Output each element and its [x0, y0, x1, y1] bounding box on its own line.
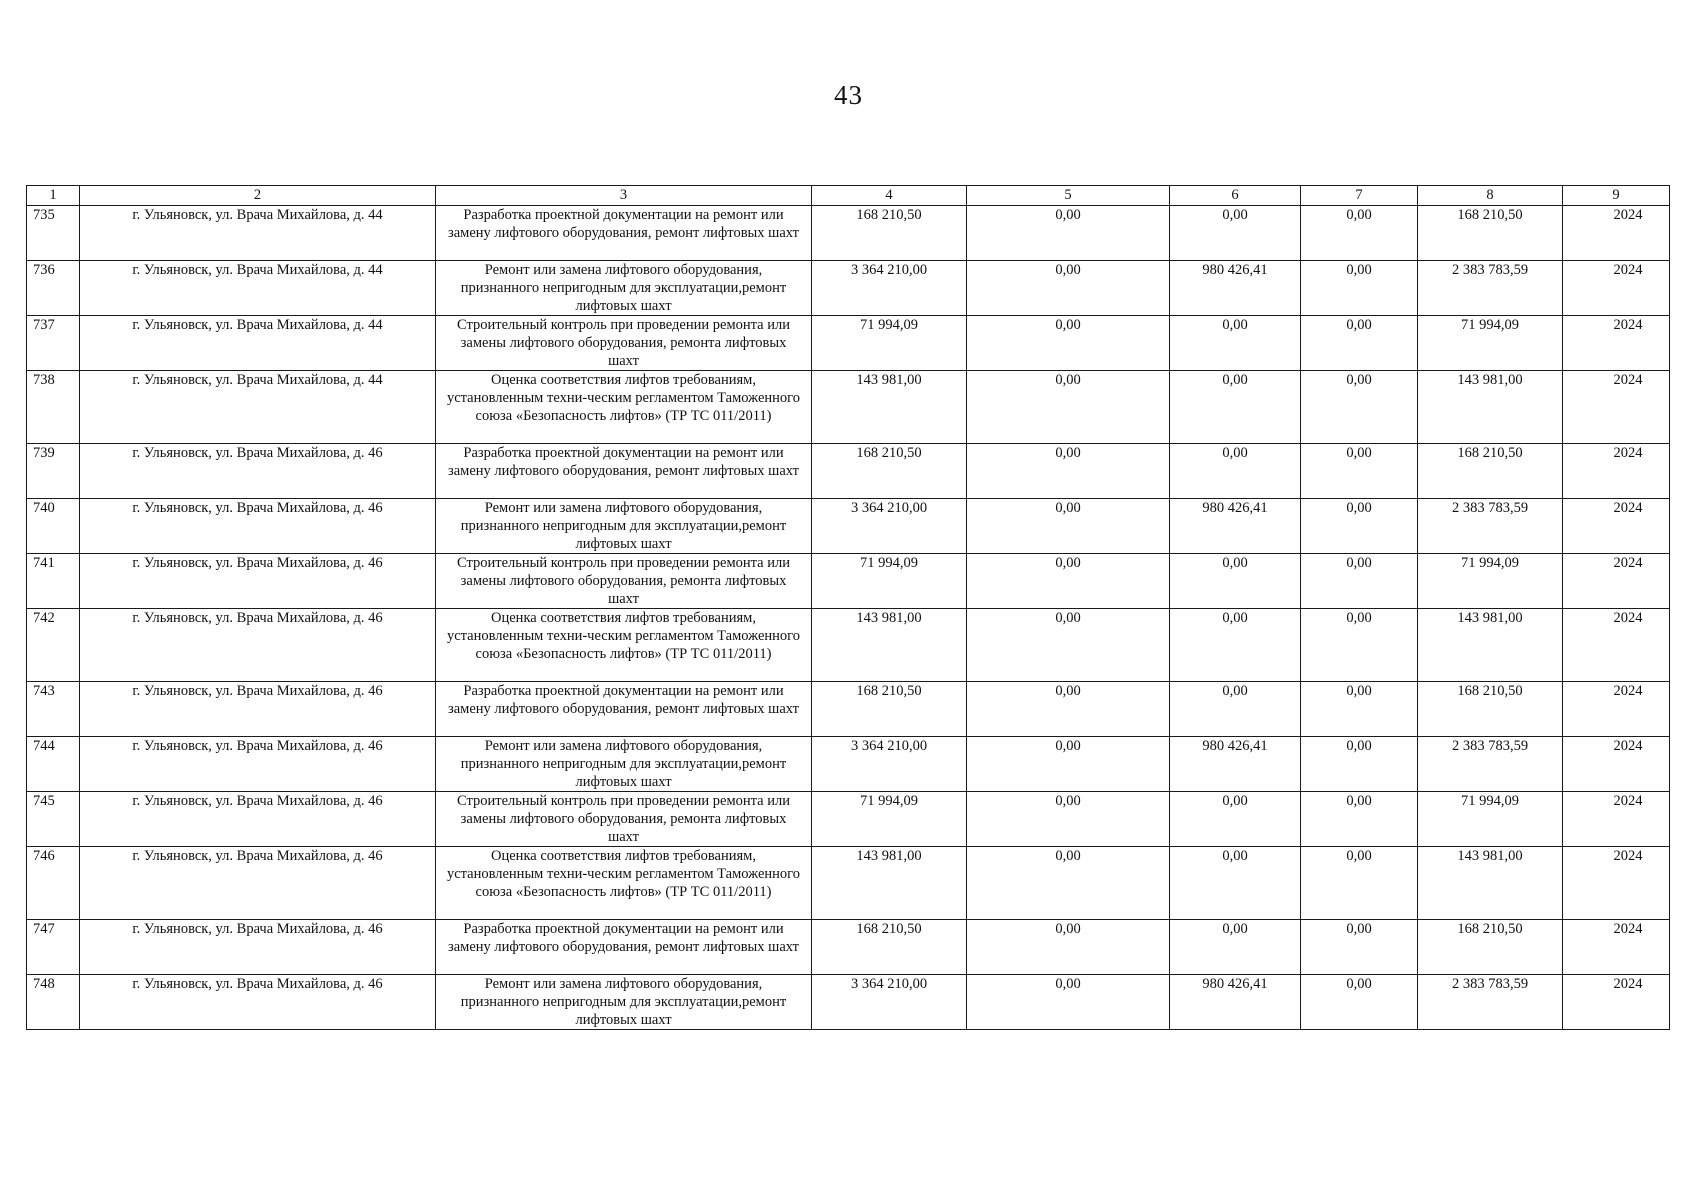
- column-number: 2: [80, 186, 436, 206]
- column-7-value: 0,00: [1301, 316, 1418, 371]
- work-description-cell: Ремонт или замена лифтового оборудования, признанного непригодным для эксплуатации,ремонт лифтовых шахт: [436, 975, 812, 1030]
- column-7-value: 0,00: [1301, 554, 1418, 609]
- column-8-value: 2 383 783,59: [1418, 261, 1563, 316]
- column-8-value: 168 210,50: [1418, 444, 1563, 499]
- column-4-value: 168 210,50: [812, 206, 967, 261]
- column-8-value: 71 994,09: [1418, 792, 1563, 847]
- year-cell: 2024: [1563, 792, 1670, 847]
- column-6-value: 0,00: [1170, 371, 1301, 444]
- year-cell: 2024: [1563, 371, 1670, 444]
- address-cell: г. Ульяновск, ул. Врача Михайлова, д. 46: [80, 499, 436, 554]
- column-5-value: 0,00: [967, 792, 1170, 847]
- column-8-value: 71 994,09: [1418, 316, 1563, 371]
- column-8-value: 143 981,00: [1418, 609, 1563, 682]
- work-description-cell: Разработка проектной документации на ремонт или замену лифтового оборудования, ремонт лифтовых шахт: [436, 920, 812, 975]
- table-row: [27, 554, 1670, 609]
- column-7-value: 0,00: [1301, 609, 1418, 682]
- address-cell: г. Ульяновск, ул. Врача Михайлова, д. 46: [80, 737, 436, 792]
- column-number: 4: [812, 186, 967, 206]
- address-cell: г. Ульяновск, ул. Врача Михайлова, д. 46: [80, 975, 436, 1030]
- work-description-cell: Оценка соответствия лифтов требованиям, установленным техни-ческим регламентом Таможенного союза «Безопасность лифтов» (ТР ТС 011/2011): [436, 609, 812, 682]
- table-row: [27, 737, 1670, 792]
- row-number: 736: [27, 261, 80, 316]
- column-8-value: 2 383 783,59: [1418, 975, 1563, 1030]
- column-5-value: 0,00: [967, 371, 1170, 444]
- column-7-value: 0,00: [1301, 975, 1418, 1030]
- column-5-value: 0,00: [967, 920, 1170, 975]
- column-number: 5: [967, 186, 1170, 206]
- column-5-value: 0,00: [967, 554, 1170, 609]
- column-4-value: 3 364 210,00: [812, 975, 967, 1030]
- column-4-value: 71 994,09: [812, 554, 967, 609]
- column-8-value: 168 210,50: [1418, 920, 1563, 975]
- column-8-value: 143 981,00: [1418, 847, 1563, 920]
- work-description-cell: Ремонт или замена лифтового оборудования, признанного непригодным для эксплуатации,ремонт лифтовых шахт: [436, 737, 812, 792]
- work-description-cell: Строительный контроль при проведении ремонта или замены лифтового оборудования, ремонта лифтовых шахт: [436, 792, 812, 847]
- column-8-value: 168 210,50: [1418, 682, 1563, 737]
- address-cell: г. Ульяновск, ул. Врача Михайлова, д. 46: [80, 444, 436, 499]
- column-5-value: 0,00: [967, 444, 1170, 499]
- column-number: 8: [1418, 186, 1563, 206]
- column-4-value: 143 981,00: [812, 609, 967, 682]
- address-cell: г. Ульяновск, ул. Врача Михайлова, д. 46: [80, 792, 436, 847]
- work-description-cell: Разработка проектной документации на ремонт или замену лифтового оборудования, ремонт лифтовых шахт: [436, 444, 812, 499]
- table-row: [27, 920, 1670, 975]
- year-cell: 2024: [1563, 499, 1670, 554]
- year-cell: 2024: [1563, 554, 1670, 609]
- table-row: [27, 682, 1670, 737]
- works-table: [26, 185, 1670, 1030]
- address-cell: г. Ульяновск, ул. Врача Михайлова, д. 46: [80, 920, 436, 975]
- column-7-value: 0,00: [1301, 847, 1418, 920]
- address-cell: г. Ульяновск, ул. Врача Михайлова, д. 44: [80, 261, 436, 316]
- work-description-cell: Оценка соответствия лифтов требованиям, установленным техни-ческим регламентом Таможенного союза «Безопасность лифтов» (ТР ТС 011/2011): [436, 371, 812, 444]
- column-6-value: 0,00: [1170, 682, 1301, 737]
- column-8-value: 168 210,50: [1418, 206, 1563, 261]
- table-row: [27, 499, 1670, 554]
- column-4-value: 168 210,50: [812, 444, 967, 499]
- row-number: 735: [27, 206, 80, 261]
- column-4-value: 71 994,09: [812, 792, 967, 847]
- table-row: [27, 609, 1670, 682]
- column-number-row: [27, 186, 1670, 206]
- year-cell: 2024: [1563, 682, 1670, 737]
- column-7-value: 0,00: [1301, 206, 1418, 261]
- column-7-value: 0,00: [1301, 261, 1418, 316]
- column-8-value: 2 383 783,59: [1418, 499, 1563, 554]
- column-7-value: 0,00: [1301, 682, 1418, 737]
- row-number: 742: [27, 609, 80, 682]
- row-number: 740: [27, 499, 80, 554]
- column-5-value: 0,00: [967, 609, 1170, 682]
- column-6-value: 0,00: [1170, 609, 1301, 682]
- row-number: 741: [27, 554, 80, 609]
- column-4-value: 3 364 210,00: [812, 261, 967, 316]
- address-cell: г. Ульяновск, ул. Врача Михайлова, д. 44: [80, 206, 436, 261]
- column-5-value: 0,00: [967, 847, 1170, 920]
- row-number: 745: [27, 792, 80, 847]
- column-7-value: 0,00: [1301, 920, 1418, 975]
- column-8-value: 143 981,00: [1418, 371, 1563, 444]
- column-5-value: 0,00: [967, 261, 1170, 316]
- table-row: [27, 444, 1670, 499]
- row-number: 746: [27, 847, 80, 920]
- column-6-value: 980 426,41: [1170, 261, 1301, 316]
- column-4-value: 143 981,00: [812, 371, 967, 444]
- column-5-value: 0,00: [967, 975, 1170, 1030]
- row-number: 737: [27, 316, 80, 371]
- work-description-cell: Строительный контроль при проведении ремонта или замены лифтового оборудования, ремонта лифтовых шахт: [436, 554, 812, 609]
- address-cell: г. Ульяновск, ул. Врача Михайлова, д. 46: [80, 609, 436, 682]
- row-number: 739: [27, 444, 80, 499]
- work-description-cell: Разработка проектной документации на ремонт или замену лифтового оборудования, ремонт лифтовых шахт: [436, 682, 812, 737]
- column-number: 1: [27, 186, 80, 206]
- work-description-cell: Разработка проектной документации на ремонт или замену лифтового оборудования, ремонт лифтовых шахт: [436, 206, 812, 261]
- column-4-value: 3 364 210,00: [812, 499, 967, 554]
- table-row: [27, 261, 1670, 316]
- year-cell: 2024: [1563, 920, 1670, 975]
- column-6-value: 0,00: [1170, 792, 1301, 847]
- column-6-value: 980 426,41: [1170, 975, 1301, 1030]
- year-cell: 2024: [1563, 316, 1670, 371]
- column-7-value: 0,00: [1301, 792, 1418, 847]
- address-cell: г. Ульяновск, ул. Врача Михайлова, д. 44: [80, 371, 436, 444]
- column-number: 7: [1301, 186, 1418, 206]
- column-5-value: 0,00: [967, 682, 1170, 737]
- column-7-value: 0,00: [1301, 444, 1418, 499]
- page-number: 43: [834, 80, 863, 110]
- column-6-value: 0,00: [1170, 206, 1301, 261]
- work-description-cell: Ремонт или замена лифтового оборудования, признанного непригодным для эксплуатации,ремонт лифтовых шахт: [436, 499, 812, 554]
- year-cell: 2024: [1563, 206, 1670, 261]
- year-cell: 2024: [1563, 444, 1670, 499]
- column-4-value: 168 210,50: [812, 920, 967, 975]
- column-5-value: 0,00: [967, 206, 1170, 261]
- column-number: 3: [436, 186, 812, 206]
- row-number: 748: [27, 975, 80, 1030]
- column-8-value: 2 383 783,59: [1418, 737, 1563, 792]
- row-number: 744: [27, 737, 80, 792]
- table-row: [27, 316, 1670, 371]
- column-7-value: 0,00: [1301, 499, 1418, 554]
- row-number: 738: [27, 371, 80, 444]
- work-description-cell: Ремонт или замена лифтового оборудования, признанного непригодным для эксплуатации,ремонт лифтовых шахт: [436, 261, 812, 316]
- year-cell: 2024: [1563, 261, 1670, 316]
- column-5-value: 0,00: [967, 737, 1170, 792]
- address-cell: г. Ульяновск, ул. Врача Михайлова, д. 46: [80, 847, 436, 920]
- table-row: [27, 792, 1670, 847]
- work-description-cell: Оценка соответствия лифтов требованиям, установленным техни-ческим регламентом Таможенного союза «Безопасность лифтов» (ТР ТС 011/2011): [436, 847, 812, 920]
- row-number: 747: [27, 920, 80, 975]
- work-description-cell: Строительный контроль при проведении ремонта или замены лифтового оборудования, ремонта лифтовых шахт: [436, 316, 812, 371]
- address-cell: г. Ульяновск, ул. Врача Михайлова, д. 44: [80, 316, 436, 371]
- column-number: 6: [1170, 186, 1301, 206]
- column-4-value: 71 994,09: [812, 316, 967, 371]
- row-number: 743: [27, 682, 80, 737]
- column-6-value: 980 426,41: [1170, 737, 1301, 792]
- column-4-value: 168 210,50: [812, 682, 967, 737]
- column-7-value: 0,00: [1301, 737, 1418, 792]
- column-number: 9: [1563, 186, 1670, 206]
- column-4-value: 143 981,00: [812, 847, 967, 920]
- address-cell: г. Ульяновск, ул. Врача Михайлова, д. 46: [80, 554, 436, 609]
- year-cell: 2024: [1563, 609, 1670, 682]
- column-5-value: 0,00: [967, 316, 1170, 371]
- column-6-value: 0,00: [1170, 920, 1301, 975]
- year-cell: 2024: [1563, 737, 1670, 792]
- column-7-value: 0,00: [1301, 371, 1418, 444]
- column-6-value: 0,00: [1170, 316, 1301, 371]
- table-row: [27, 847, 1670, 920]
- address-cell: г. Ульяновск, ул. Врача Михайлова, д. 46: [80, 682, 436, 737]
- table-row: [27, 975, 1670, 1030]
- table-row: [27, 371, 1670, 444]
- column-6-value: 0,00: [1170, 444, 1301, 499]
- table-row: [27, 206, 1670, 261]
- column-5-value: 0,00: [967, 499, 1170, 554]
- year-cell: 2024: [1563, 975, 1670, 1030]
- column-8-value: 71 994,09: [1418, 554, 1563, 609]
- column-6-value: 980 426,41: [1170, 499, 1301, 554]
- column-6-value: 0,00: [1170, 847, 1301, 920]
- column-4-value: 3 364 210,00: [812, 737, 967, 792]
- year-cell: 2024: [1563, 847, 1670, 920]
- column-6-value: 0,00: [1170, 554, 1301, 609]
